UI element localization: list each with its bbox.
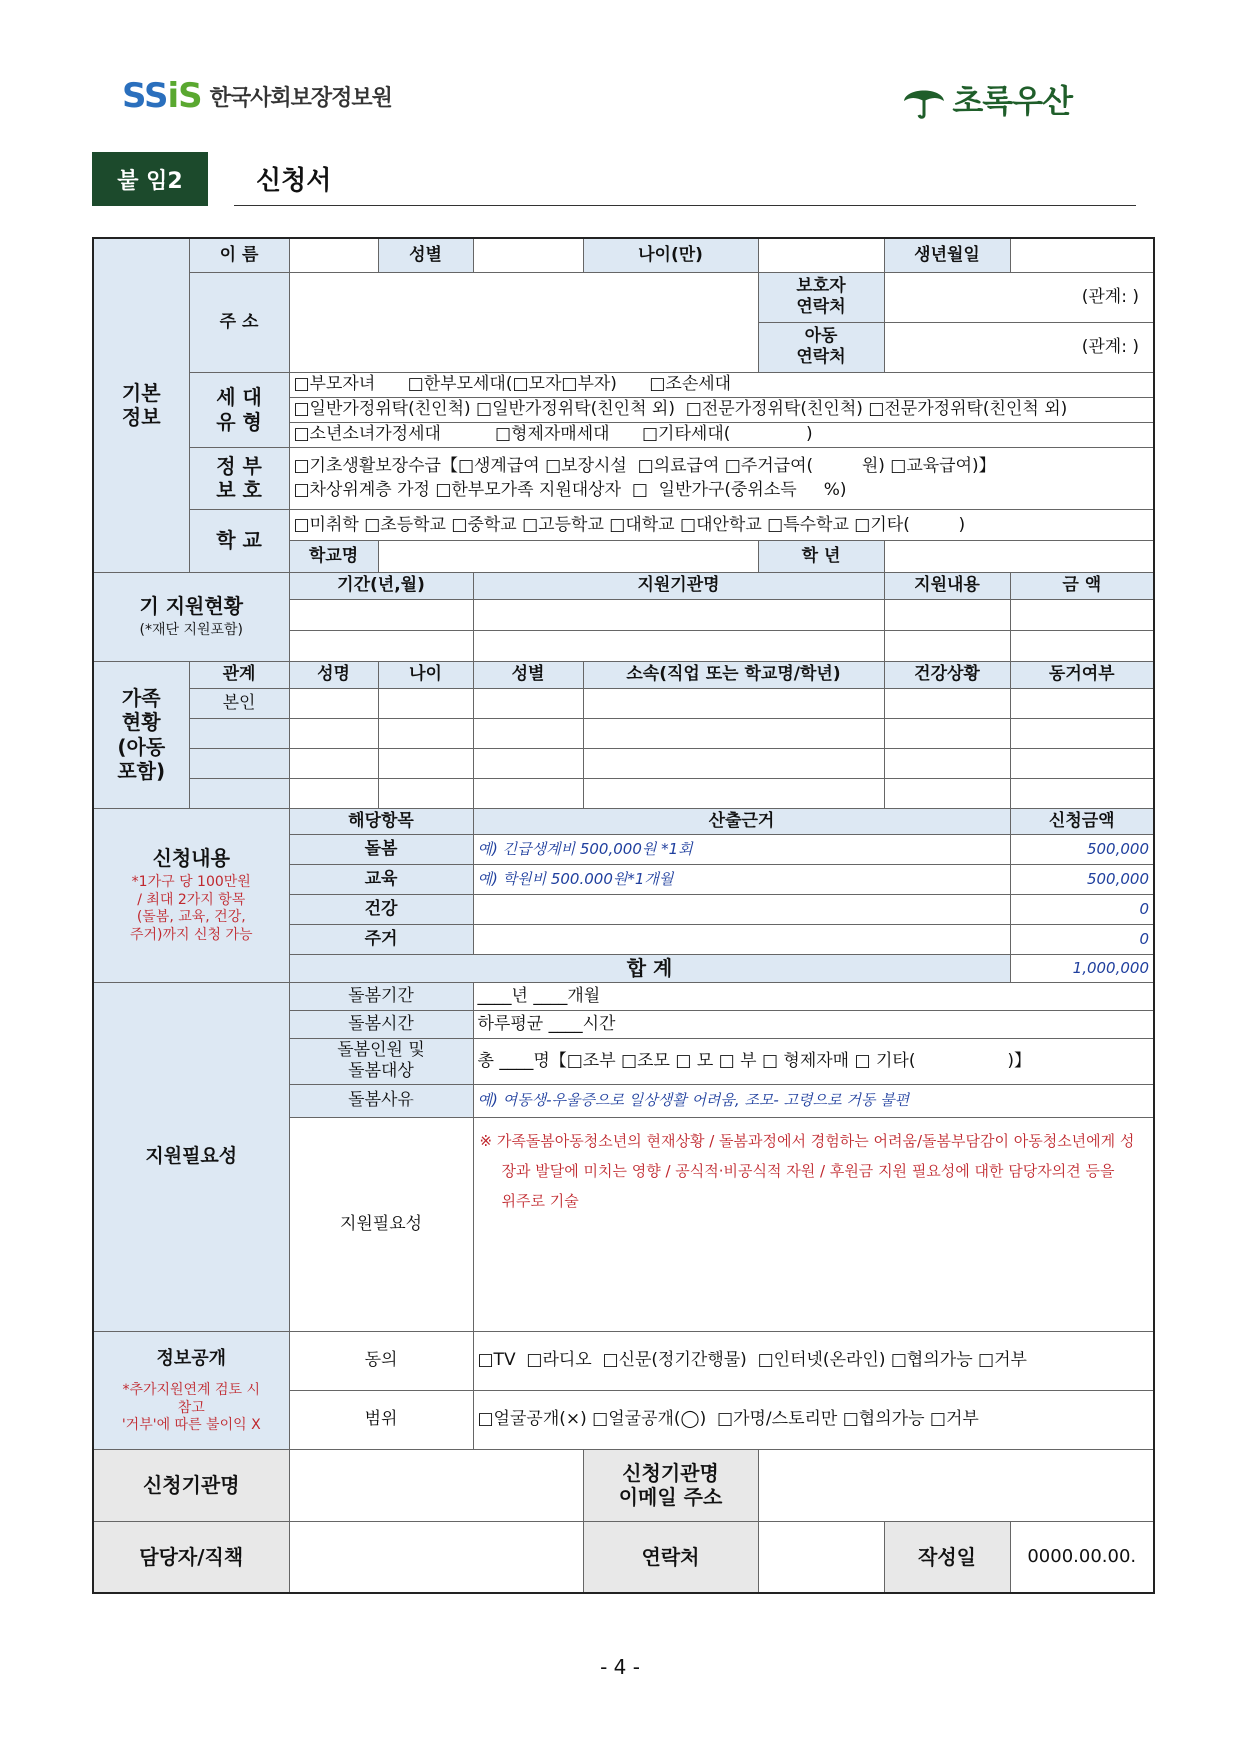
scope-options[interactable]: □얼굴공개(×) □얼굴공개(◯) □가명/스토리만 □협의가능 □거부 xyxy=(473,1390,1154,1449)
label-child-contact: 아동 연락처 xyxy=(758,322,884,372)
value-manager[interactable] xyxy=(289,1521,583,1593)
application-title: 신청내용 xyxy=(152,845,230,870)
label-agency-email: 신청기관명 이메일 주소 xyxy=(583,1449,758,1521)
label-care-time: 돌봄시간 xyxy=(289,1010,473,1038)
prior-cell[interactable] xyxy=(289,630,473,661)
application-form xyxy=(92,237,1155,1594)
green-umbrella-logo xyxy=(900,74,1072,124)
section-family: 가족 현황 (아동 포함) xyxy=(93,661,189,808)
value-gender[interactable] xyxy=(473,238,583,272)
gov-protection-options[interactable] xyxy=(289,447,1154,509)
label-address: 주 소 xyxy=(189,272,289,372)
col-fage: 나이 xyxy=(378,661,473,688)
label-school-name: 학교명 xyxy=(290,541,379,572)
value-agency-email[interactable] xyxy=(758,1449,1154,1521)
attachment-badge: 붙 임2 xyxy=(92,152,208,206)
need-guide-line2: 장과 발달에 미치는 영향 / 공식적·비공식적 자원 / 후원금 지원 필요성에 대한 담당자의견 등을 xyxy=(501,1161,1115,1180)
label-birth: 생년월일 xyxy=(884,238,1010,272)
basis-housing[interactable] xyxy=(473,924,1010,954)
col-agency: 지원기관명 xyxy=(473,572,884,599)
value-guardian-contact[interactable]: (관계: ) xyxy=(884,272,1154,322)
item-housing: 주거 xyxy=(289,924,473,954)
gov-option-line1: □기초생활보장수급【□생계급여 □보장시설 □의료급여 □주거급여( 원) □교육급여)】 xyxy=(293,455,996,476)
value-date[interactable]: 0000.00.00. xyxy=(1010,1521,1154,1593)
col-amount: 금 액 xyxy=(1010,572,1154,599)
section-application xyxy=(93,808,289,982)
prior-cell[interactable] xyxy=(884,599,1010,630)
label-consent: 동의 xyxy=(289,1331,473,1390)
page-number: - 4 - xyxy=(600,1655,640,1679)
col-cohabit: 동거여부 xyxy=(1010,661,1154,688)
label-care-period: 돌봄기간 xyxy=(289,982,473,1010)
table-row xyxy=(93,748,1154,778)
col-health: 건강상황 xyxy=(884,661,1010,688)
prior-support-note: (*재단 지원포함) xyxy=(139,622,244,639)
label-agency: 신청기관명 xyxy=(93,1449,289,1521)
prior-cell[interactable] xyxy=(473,599,884,630)
green-umbrella-name: 초록우산 xyxy=(952,82,1072,120)
value-birth[interactable] xyxy=(1010,238,1154,272)
value-child-contact[interactable]: (관계: ) xyxy=(884,322,1154,372)
prior-support-title: 기 지원현황 xyxy=(139,593,244,618)
section-support-need: 지원필요성 xyxy=(93,982,289,1331)
amount-housing[interactable]: 0 xyxy=(1010,924,1154,954)
col-fgender: 성별 xyxy=(473,661,583,688)
household-option-line3[interactable]: □소년소녀가정세대 □형제자매세대 □기타세대( ) xyxy=(289,422,1154,447)
label-household-type: 세 대 유 형 xyxy=(189,372,289,447)
value-care-reason[interactable]: 예) 여동생-우울증으로 일상생활 어려움, 조모- 고령으로 거동 불편 xyxy=(473,1084,1154,1117)
school-options[interactable]: □미취학 □초등학교 □중학교 □고등학교 □대학교 □대안학교 □특수학교 □기타( ) xyxy=(290,510,1154,541)
label-scope: 범위 xyxy=(289,1390,473,1449)
ssis-mark: SSiS xyxy=(122,76,202,116)
umbrella-icon xyxy=(900,79,948,119)
label-guardian-contact: 보호자 연락처 xyxy=(758,272,884,322)
label-date: 작성일 xyxy=(884,1521,1010,1593)
label-age: 나이(만) xyxy=(583,238,758,272)
label-contact: 연락처 xyxy=(583,1521,758,1593)
col-request-amount: 신청금액 xyxy=(1010,808,1154,834)
table-row xyxy=(93,778,1154,808)
value-need[interactable] xyxy=(473,1117,1154,1331)
school-block xyxy=(289,509,1154,572)
disclosure-title: 정보공개 xyxy=(156,1348,227,1370)
disclosure-note: *추가지원연계 검토 시 참고 '거부'에 따른 불이익 X xyxy=(121,1382,261,1434)
prior-cell[interactable] xyxy=(289,599,473,630)
item-care: 돌봄 xyxy=(289,834,473,864)
col-basis: 산출근거 xyxy=(473,808,1010,834)
label-gender: 성별 xyxy=(378,238,473,272)
label-manager: 담당자/직책 xyxy=(93,1521,289,1593)
value-age[interactable] xyxy=(758,238,884,272)
family-relation-self: 본인 xyxy=(189,688,289,718)
value-agency[interactable] xyxy=(289,1449,583,1521)
col-period: 기간(년,월) xyxy=(289,572,473,599)
label-need: 지원필요성 xyxy=(289,1117,473,1331)
label-care-people: 돌봄인원 및 돌봄대상 xyxy=(289,1038,473,1084)
basis-care[interactable]: 예) 긴급생계비 500,000원 *1회 xyxy=(473,834,1010,864)
total-amount: 1,000,000 xyxy=(1010,954,1154,982)
application-note: *1가구 당 100만원 / 최대 2가지 항목 (돌봄, 교육, 건강, 주거)까지 신청 가능 xyxy=(129,874,253,943)
value-care-people[interactable]: 총 ____명【□조부 □조모 □ 모 □ 부 □ 형제자매 □ 기타( )】 xyxy=(473,1038,1154,1084)
col-affiliation: 소속(직업 또는 학교명/학년) xyxy=(583,661,884,688)
gov-option-line2: □차상위계층 가정 □한부모가족 지원대상자 □ 일반가구(중위소득 %) xyxy=(293,479,847,500)
value-address[interactable] xyxy=(289,272,758,372)
label-name: 이 름 xyxy=(189,238,289,272)
consent-options[interactable]: □TV □라디오 □신문(정기간행물) □인터넷(온라인) □협의가능 □거부 xyxy=(473,1331,1154,1390)
label-gov-protection: 정 부 보 호 xyxy=(189,447,289,509)
table-row xyxy=(93,688,1154,718)
amount-health[interactable]: 0 xyxy=(1010,894,1154,924)
prior-cell[interactable] xyxy=(884,630,1010,661)
col-content: 지원내용 xyxy=(884,572,1010,599)
household-option-line2[interactable]: □일반가정위탁(친인척) □일반가정위탁(친인척 외) □전문가정위탁(친인척) □전문가정위탁(친인척 외) xyxy=(289,397,1154,422)
item-health: 건강 xyxy=(289,894,473,924)
ssis-org-name: 한국사회보장정보원 xyxy=(209,85,392,111)
ssis-logo xyxy=(122,74,392,118)
item-education: 교육 xyxy=(289,864,473,894)
prior-cell[interactable] xyxy=(1010,630,1154,661)
value-name[interactable] xyxy=(289,238,378,272)
need-guide-line1: ※ 가족돌봄아동청소년의 현재상황 / 돌봄과정에서 경험하는 어려움/돌봄부담감이 아동청소년에게 성 xyxy=(479,1131,1135,1150)
prior-cell[interactable] xyxy=(1010,599,1154,630)
value-school-name[interactable] xyxy=(379,541,759,572)
section-prior-support xyxy=(93,572,289,661)
need-guide-line3: 위주로 기술 xyxy=(501,1191,579,1210)
household-option-line1[interactable]: □부모자녀 □한부모세대(□모자□부자) □조손세대 xyxy=(289,372,1154,397)
value-grade[interactable] xyxy=(885,541,1154,572)
amount-care[interactable]: 500,000 xyxy=(1010,834,1154,864)
label-school: 학 교 xyxy=(189,509,289,572)
section-disclosure xyxy=(93,1331,289,1449)
page-title: 신청서 xyxy=(256,166,332,196)
prior-cell[interactable] xyxy=(473,630,884,661)
amount-education[interactable]: 500,000 xyxy=(1010,864,1154,894)
col-fname: 성명 xyxy=(289,661,378,688)
value-care-time[interactable]: 하루평균 ____시간 xyxy=(473,1010,1154,1038)
table-row xyxy=(93,718,1154,748)
label-grade: 학 년 xyxy=(759,541,885,572)
basis-education[interactable]: 예) 학원비 500.000원*1개월 xyxy=(473,864,1010,894)
school-detail-row xyxy=(290,541,1154,572)
value-care-period[interactable]: ____년 ____개월 xyxy=(473,982,1154,1010)
basis-health[interactable] xyxy=(473,894,1010,924)
label-care-reason: 돌봄사유 xyxy=(289,1084,473,1117)
value-contact[interactable] xyxy=(758,1521,884,1593)
col-item: 해당항목 xyxy=(289,808,473,834)
col-relation: 관계 xyxy=(189,661,289,688)
section-basic-info: 기본 정보 xyxy=(93,238,189,572)
total-label: 합 계 xyxy=(289,954,1010,982)
title-underline xyxy=(234,205,1136,206)
